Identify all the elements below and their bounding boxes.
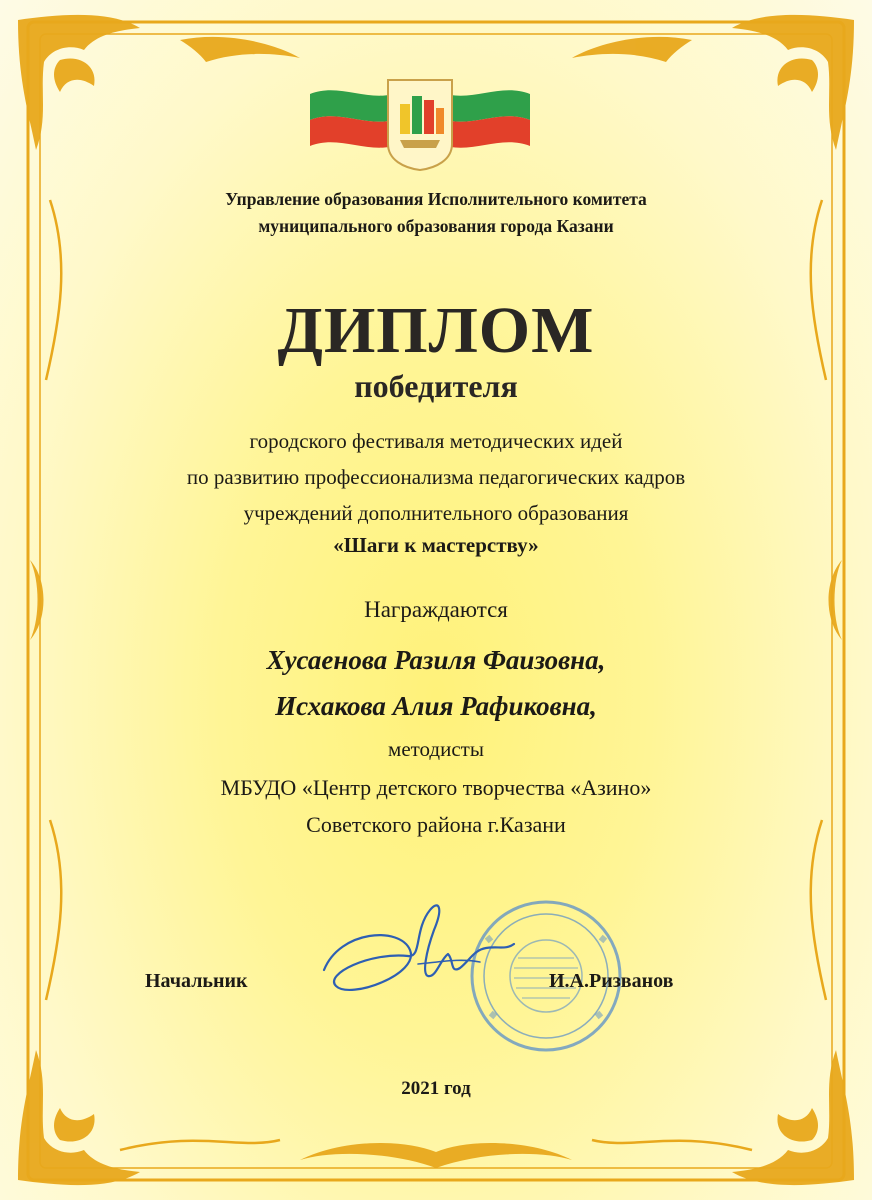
diploma-subtitle: победителя bbox=[354, 368, 518, 404]
festival-name: «Шаги к мастерству» bbox=[333, 533, 539, 557]
issuing-organization bbox=[0, 186, 872, 240]
recipient-1: Хусаенова Разиля Фаизовна, bbox=[266, 645, 606, 675]
desc-line-1: городского фестиваля методических идей bbox=[249, 429, 623, 453]
kazan-education-logo bbox=[300, 74, 540, 174]
recipient-org-line-2: Советского района г.Казани bbox=[306, 812, 566, 837]
signatory-title: Начальник bbox=[145, 970, 248, 992]
signatory-name: И.А.Ризванов bbox=[549, 970, 674, 992]
org-line-2: муниципального образования города Казани bbox=[258, 216, 614, 236]
festival-description bbox=[0, 423, 872, 531]
awarded-label: Награждаются bbox=[364, 597, 508, 622]
desc-line-2: по развитию профессионализма педагогических кадров bbox=[186, 465, 686, 489]
diploma-title: ДИПЛОМ bbox=[277, 294, 595, 367]
recipient-role: методисты bbox=[388, 737, 484, 761]
desc-line-3: учреждений дополнительного образования bbox=[243, 501, 629, 525]
diploma-year: 2021 год bbox=[401, 1078, 471, 1099]
signature-mark bbox=[310, 890, 520, 1010]
org-line-1: Управление образования Исполнительного комитета bbox=[225, 189, 647, 209]
recipient-org-line-1: МБУДО «Центр детского творчества «Азино» bbox=[220, 775, 652, 800]
recipient-2: Исхакова Алия Рафиковна, bbox=[275, 691, 597, 721]
